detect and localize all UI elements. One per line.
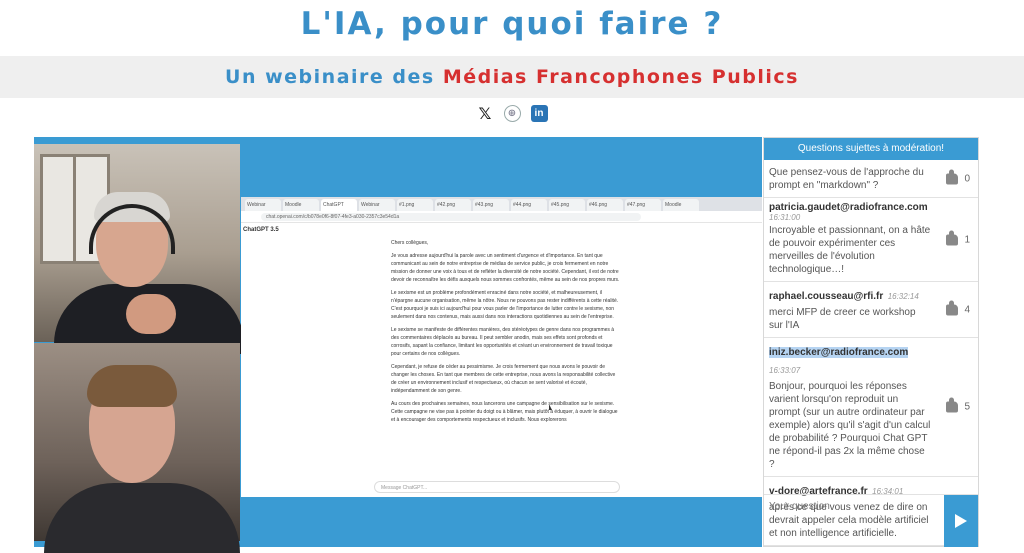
response-paragraph: Au cours des prochaines semaines, nous lancerons une campagne de sensibilisation sur le sexisme. Cette campagne ne vise pas à pointer du doigt ou à blâmer, mais plutôt à éduquer, à ouvrir le dialogue et à encourager des comportements respectueux et inclusifs. Nous explorerons <box>391 401 618 423</box>
like-button[interactable] <box>946 173 970 184</box>
like-count: 0 <box>964 173 970 184</box>
thumbs-up-icon <box>946 304 958 315</box>
like-count: 5 <box>964 401 970 413</box>
question-item <box>764 282 978 338</box>
browser-tab[interactable]: Moodle <box>663 199 699 211</box>
question-text: merci MFP de creer ce workshop sur l'IA <box>769 307 916 331</box>
browser-tab-active[interactable]: ChatGPT <box>321 199 357 211</box>
message-input[interactable]: Message ChatGPT... <box>374 481 620 493</box>
video-stage <box>34 137 762 547</box>
question-time: 16:31:00 <box>769 213 801 222</box>
browser-tab[interactable]: Moodle <box>283 199 319 211</box>
linkedin-icon[interactable]: in <box>531 105 548 122</box>
subtitle-brand: Médias Francophones Publics <box>442 66 799 88</box>
response-paragraph: Cependant, je refuse de céder au pessimisme. Je crois fermement que nous avons le pouvoir de changer les choses. En tant que membres de cette entreprise, nous avons la responsabilité collective de créer un environnement inclusif et respectueux, où chacun se sent valorisé et écouté, indépendamment de son genre. <box>391 364 616 394</box>
question-text: Bonjour, pourquoi les réponses varient lorsqu'on reproduit un prompt (sur un autre ordinateur par exemple) alors qu'il s'agit d'un calcul de probabilité ? Pourquoi Chat GPT ne répond-il pas 2x la même chose ? <box>769 381 931 470</box>
send-button[interactable] <box>944 495 978 547</box>
question-item <box>764 198 978 282</box>
subtitle-band <box>0 56 1024 98</box>
question-time: 16:34:01 <box>872 487 904 496</box>
question-time: 16:33:07 <box>769 366 801 375</box>
speaker-camera-1 <box>34 144 240 342</box>
subtitle-intro: Un webinaire des <box>225 66 443 88</box>
question-author: patricia.gaudet@radiofrance.com <box>769 202 928 213</box>
mouse-cursor-icon <box>549 404 552 410</box>
browser-tab[interactable]: Webinar <box>359 199 395 211</box>
thumbs-up-icon <box>946 402 958 413</box>
thumbs-up-icon <box>946 173 958 184</box>
x-icon[interactable]: 𝕏 <box>478 105 492 123</box>
model-selector[interactable]: ChatGPT 3.5 <box>243 227 279 233</box>
question-time: 16:32:14 <box>887 292 919 301</box>
speaker-2-body <box>44 483 240 553</box>
speaker-2-hair <box>87 365 177 407</box>
speaker-camera-2 <box>34 343 240 541</box>
questions-header: Questions sujettes à modération! <box>764 138 978 160</box>
address-bar <box>241 211 762 223</box>
question-input[interactable] <box>769 501 939 512</box>
question-item <box>764 338 978 477</box>
browser-tab[interactable]: Webinar <box>245 199 281 211</box>
chat-response <box>391 239 621 429</box>
browser-tab[interactable]: #42.png <box>435 199 471 211</box>
question-author: v-dore@artefrance.fr <box>769 486 868 497</box>
browser-tab[interactable]: #43.png <box>473 199 509 211</box>
like-button[interactable] <box>946 304 970 315</box>
like-count: 1 <box>964 234 970 245</box>
question-text: après ce que vous venez de dire on devrait appeler cela modèle artificiel et non intelligence artificielle. <box>769 502 929 539</box>
globe-icon[interactable]: ⊕ <box>504 105 521 122</box>
question-item <box>764 160 978 198</box>
send-icon <box>955 514 967 528</box>
response-paragraph: Chers collègues, <box>391 240 429 246</box>
response-paragraph: Le sexisme se manifeste de différentes manières, des stéréotypes de genre dans nos programmes à des commentaires déplacés au bureau. Il peut sembler anodin, mais ses effets sont profonds et corrosifs, sapant la confiance, limitant les opportunités et créant un environnement de travail toxique pour certains de nos collègues. <box>391 327 615 357</box>
questions-panel <box>763 137 979 547</box>
browser-tab[interactable]: #46.png <box>587 199 623 211</box>
question-input-row <box>764 494 978 546</box>
browser-tab[interactable]: #1.png <box>397 199 433 211</box>
question-text: Incroyable et passionnant, on a hâte de pouvoir expérimenter ces merveilles de l'évolution technologique…! <box>769 225 931 275</box>
question-author: iniz.becker@radiofrance.com <box>769 347 909 358</box>
questions-list <box>764 160 978 539</box>
page-title: L'IA, pour quoi faire ? <box>300 6 724 42</box>
like-count: 4 <box>964 304 970 315</box>
response-paragraph: Je vous adresse aujourd'hui la parole avec un sentiment d'urgence et d'importance. En tant que communicant au sein de notre entreprise de médias de service public, je crois fermement en notre mission de donner une voix à tous et de refléter la diversité de notre société. Cependant, il est de notre devoir de reconnaître les défis auxquels nous sommes confrontés, même au sein de nos propres murs. <box>391 253 620 283</box>
social-links <box>0 105 1024 122</box>
browser-tab[interactable]: #44.png <box>511 199 547 211</box>
shared-screen <box>241 197 762 497</box>
url-field[interactable]: chat.openai.com/c/b078e0f6-8f07-4fe3-a030-2357c3e54d1a <box>261 213 641 221</box>
browser-tab[interactable]: #47.png <box>625 199 661 211</box>
question-author: raphael.cousseau@rfi.fr <box>769 291 884 302</box>
response-paragraph: Le sexisme est un problème profondément enraciné dans notre société, et malheureusement, il n'épargne aucune organisation, même la nôtre. Nous ne pouvons pas rester indifférents à cette réalité. C'est pourquoi je suis ici aujourd'hui pour vous parler de l'importance de lutter contre le sexisme, non seulement dans nos contenus, mais aussi dans nos interactions quotidiennes au sein de l'entreprise. <box>391 290 619 320</box>
like-button[interactable] <box>946 402 970 413</box>
speaker-1-hand <box>126 294 176 334</box>
browser-tab-bar <box>241 197 762 211</box>
question-text: Que pensez-vous de l'approche du prompt en "markdown" ? <box>769 167 924 191</box>
browser-tab[interactable]: #45.png <box>549 199 585 211</box>
like-button[interactable] <box>946 234 970 245</box>
thumbs-up-icon <box>946 234 958 245</box>
